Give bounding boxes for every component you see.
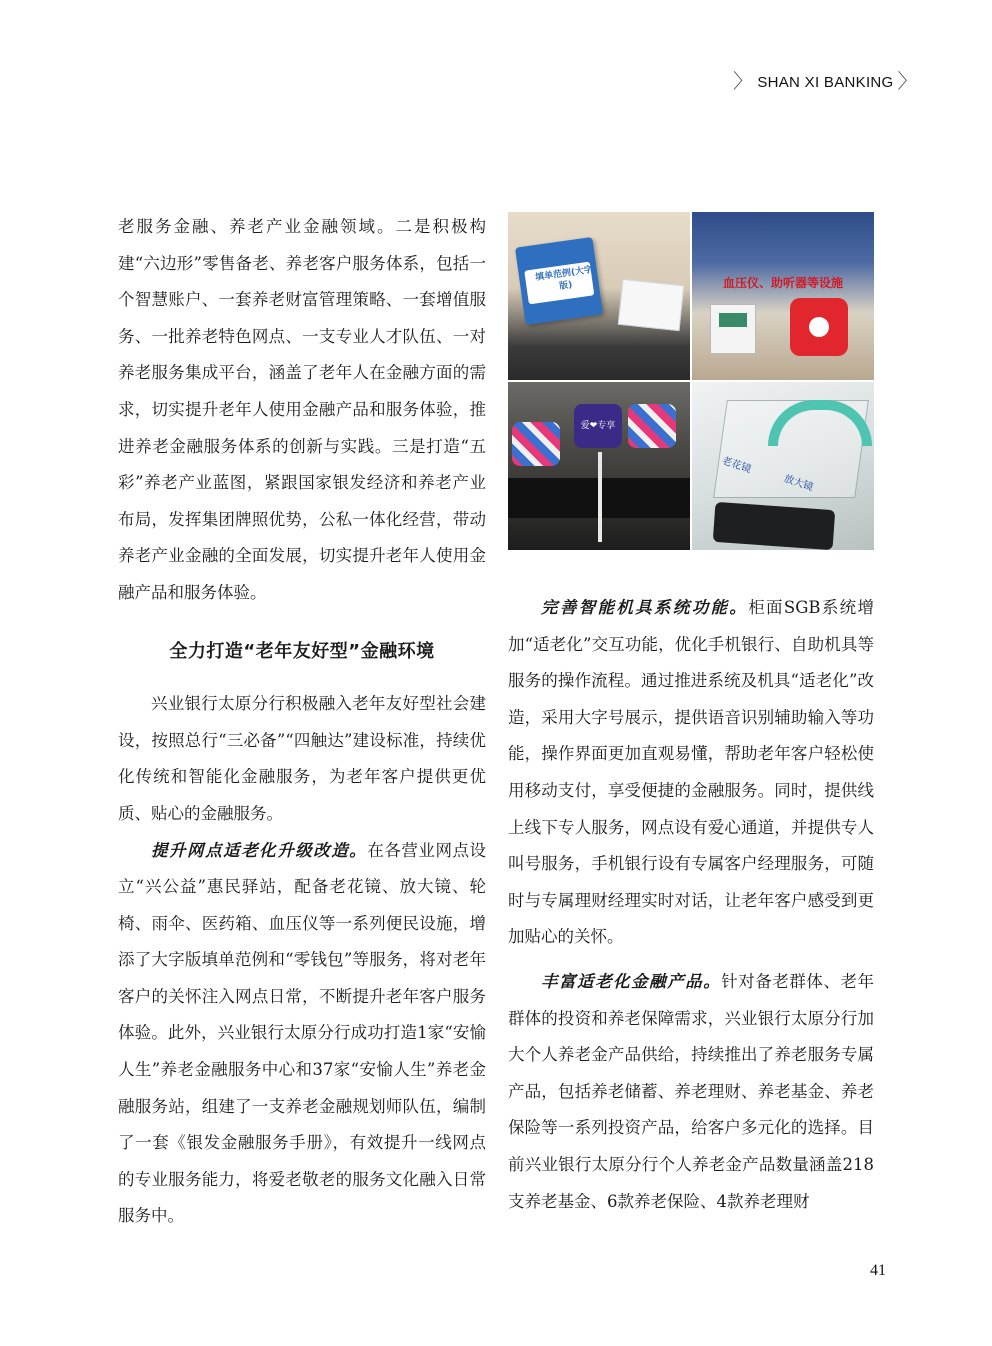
left-column bbox=[118, 209, 486, 1235]
health-devices-caption: 血压仪、助听器等设施 bbox=[722, 276, 843, 290]
right-paragraph-1-body: 柜面SGB系统增加“适老化”交互功能，优化手机银行、自助机具等服务的操作流程。通过推进系统及机具“适老化”改造，采用大字号展示，提供语音识别辅助输入等功能，操作界面更加直观易懂，帮助老年客户轻松使用移动支付，享受便捷的金融服务。同时，提供线上线下专人服务，网点设有爱心通道，并提供专人叫号服务，手机银行设有专属客户经理服务，可随时与专属理财经理实时对话，让老年客户感受到更加贴心的关怀。 bbox=[508, 598, 875, 947]
pillow-text: 爱❤专享 bbox=[580, 421, 616, 431]
section-title: 全力打造“老年友好型”金融环境 bbox=[169, 640, 435, 662]
left-paragraph-1: 老服务金融、养老产业金融领域。二是积极构建“六边形”零售备老、养老客户服务体系，包括一个智慧账户、一套养老财富管理策略、一套增值服务、一批养老特色网点、一支专业人才队伍、一对养老服务集成平台，涵盖了老年人在金融方面的需求，切实提升老年人使用金融产品和服务体验，推进养老金融服务体系的创新与实践。三是打造“五彩”养老产业蓝图，紧跟国家银发经济和养老产业布局，发挥集团牌照优势，公私一体化经营，带动养老产业金融的全面发展，切实提升老年人使用金融产品和服务体验。 bbox=[118, 217, 486, 602]
photo-waiting-sofa bbox=[508, 382, 690, 550]
walking-cane bbox=[598, 452, 602, 542]
reading-glasses-label: 老花镜 bbox=[720, 455, 753, 476]
header-label: SHAN XI BANKING bbox=[757, 73, 894, 91]
page-number: 41 bbox=[870, 1262, 886, 1279]
photo-collage bbox=[508, 212, 874, 550]
pillow-striped-left bbox=[512, 422, 560, 466]
left-paragraph-3-body: 在各营业网点设立“兴公益”惠民驿站，配备老花镜、放大镜、轮椅、雨伞、医药箱、血压仪等一系列便民设施，增添了大字版填单范例和“零钱包”等服务，将对老年客户的关怀注入网点日常，不断提升老年客户服务体验。此外，兴业银行太原分行成功打造1家“安愉人生”养老金融服务中心和37家“安愉人生”养老金融服务站，组建了一支养老金融规划师队伍，编制了一套《银发金融服务手册》，有效提升一线网点的专业服务能力，将爱老敬老的服务文化融入日常服务中。 bbox=[118, 840, 487, 1226]
service-card bbox=[618, 279, 684, 331]
photo-health-devices bbox=[692, 212, 874, 380]
right-paragraph-2-lead: 丰富适老化金融产品。 bbox=[541, 971, 722, 991]
right-paragraph-2 bbox=[508, 964, 874, 1220]
magnifier-label: 放大镜 bbox=[782, 473, 815, 494]
payment-keypad bbox=[713, 502, 835, 550]
photo-large-print-forms bbox=[508, 212, 690, 380]
header-bracket-right: 〉 bbox=[897, 71, 918, 93]
right-column bbox=[508, 590, 874, 1220]
header-bracket-left: 〉 bbox=[733, 71, 754, 93]
large-print-sign-text: 填单范例(大字版) bbox=[534, 265, 594, 292]
photo-glasses-magnifier bbox=[692, 382, 874, 550]
right-paragraph-2-body: 针对备老群体、老年群体的投资和养老保障需求，兴业银行太原分行加大个人养老金产品供给，持续推出了养老服务专属产品，包括养老储蓄、养老理财、养老基金、养老保险等一系列投资产品，给客户多元化的选择。目前兴业银行太原分行个人养老金产品数量涵盖218支养老基金、6款养老保险、4款养老理财 bbox=[508, 971, 875, 1211]
blood-pressure-monitor bbox=[710, 304, 756, 354]
running-header bbox=[733, 70, 918, 94]
left-paragraph-3 bbox=[118, 833, 486, 1236]
right-paragraph-1 bbox=[508, 590, 874, 956]
right-paragraph-1-lead: 完善智能机具系统功能。 bbox=[541, 598, 749, 617]
left-paragraph-2: 兴业银行太原分行积极融入老年友好型社会建设，按照总行“三必备”“四触达”建设标准，持续优化传统和智能化金融服务，为老年客户提供更优质、贴心的金融服务。 bbox=[118, 694, 486, 823]
pillow-striped-right bbox=[628, 404, 676, 448]
first-aid-kit bbox=[790, 298, 848, 356]
pillow-purple bbox=[574, 404, 622, 448]
left-paragraph-3-lead: 提升网点适老化升级改造。 bbox=[151, 840, 368, 860]
